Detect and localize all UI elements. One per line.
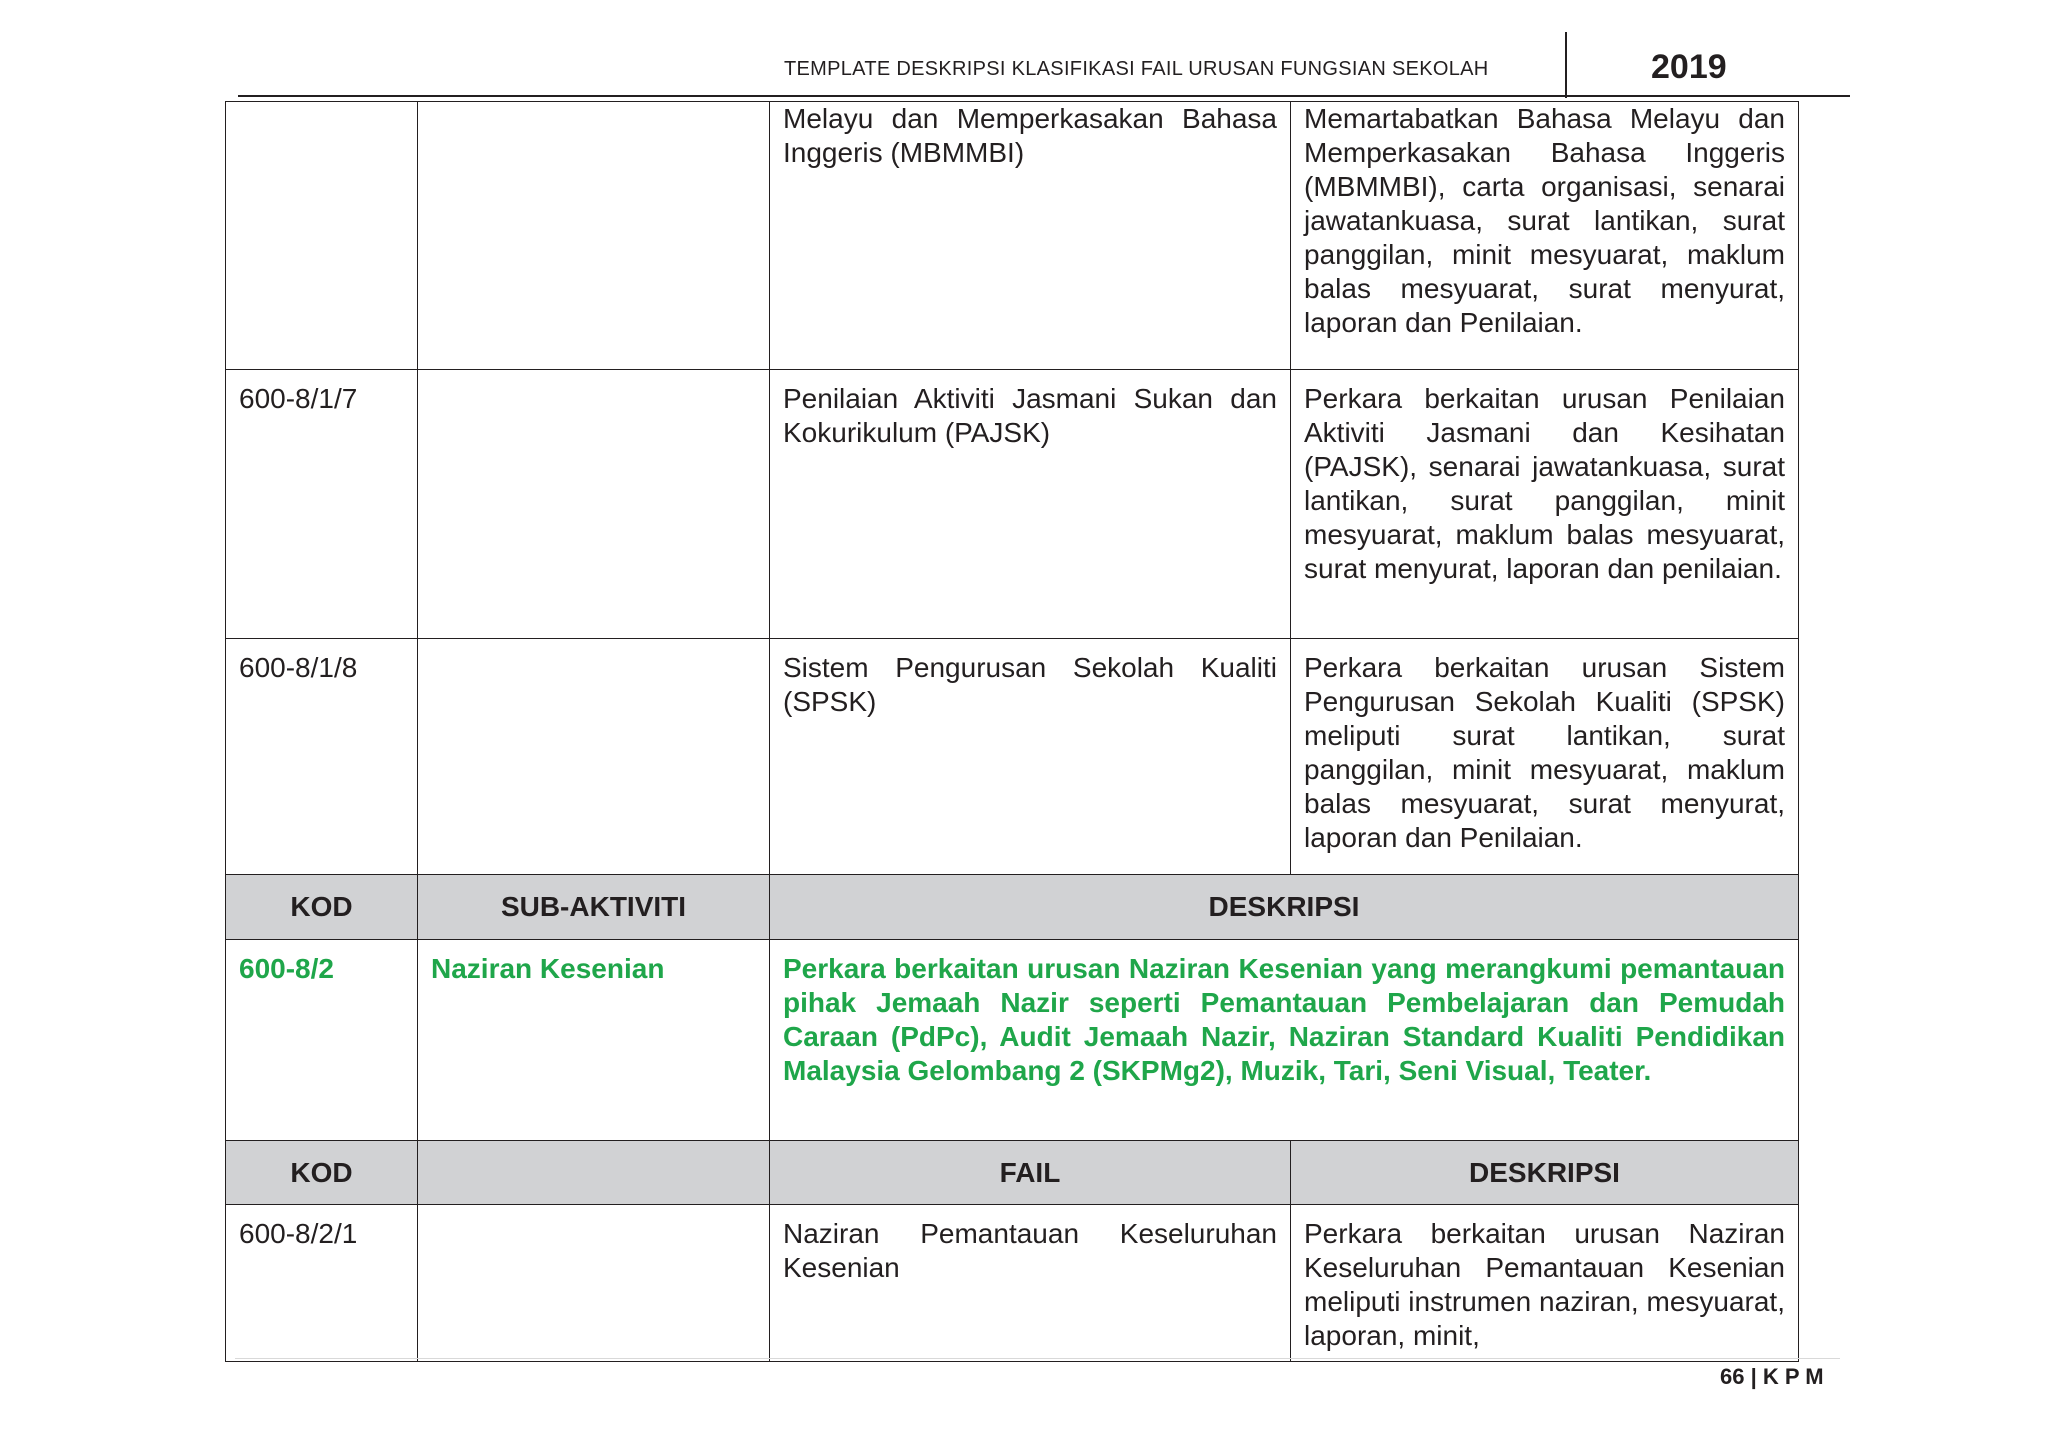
table-row [226, 102, 1799, 370]
footer-separator: | [1750, 1364, 1757, 1389]
header-blank [418, 1141, 770, 1205]
deskripsi-cell: Perkara berkaitan urusan Sistem Pengurusan Sekolah Kualiti (SPSK) meliputi surat lantikan, surat panggilan, minit mesyuarat, maklum balas mesyuarat, surat menyurat, laporan dan Penilaian. [1291, 639, 1799, 875]
activity-sub-aktiviti: Naziran Kesenian [418, 940, 770, 1141]
fail-cell: Naziran Pemantauan Keseluruhan Kesenian [770, 1205, 1291, 1362]
page-number: 66 [1720, 1364, 1745, 1389]
header-deskripsi: DESKRIPSI [1291, 1141, 1799, 1205]
fail-cell: Sistem Pengurusan Sekolah Kualiti (SPSK) [770, 639, 1291, 875]
kod-cell: 600-8/2/1 [226, 1205, 418, 1362]
kod-cell [226, 102, 418, 370]
running-header-title: TEMPLATE DESKRIPSI KLASIFIKASI FAIL URUSAN FUNGSIAN SEKOLAH [784, 58, 1489, 80]
header-kod: KOD [226, 1141, 418, 1205]
activity-row [226, 940, 1799, 1141]
header-rule [238, 95, 1850, 97]
sub-aktiviti-cell [418, 370, 770, 639]
header-divider-vertical [1565, 32, 1567, 98]
sub-aktiviti-cell [418, 1205, 770, 1362]
footer-rule [235, 1358, 1840, 1359]
deskripsi-cell: Perkara berkaitan urusan Penilaian Aktiviti Jasmani dan Kesihatan (PAJSK), senarai jawatankuasa, surat lantikan, surat panggilan, minit mesyuarat, maklum balas mesyuarat, surat menyurat, laporan dan penilaian. [1291, 370, 1799, 639]
table-row [226, 370, 1799, 639]
table-row [226, 1205, 1799, 1362]
fail-cell: Penilaian Aktiviti Jasmani Sukan dan Kokurikulum (PAJSK) [770, 370, 1291, 639]
header-fail: FAIL [770, 1141, 1291, 1205]
header-sub-aktiviti: SUB-AKTIVITI [418, 875, 770, 940]
column-header-row [226, 1141, 1799, 1205]
activity-kod: 600-8/2 [226, 940, 418, 1141]
footer-org: K P M [1762, 1364, 1824, 1389]
column-header-row [226, 875, 1799, 940]
sub-aktiviti-cell [418, 639, 770, 875]
running-header-year: 2019 [1651, 48, 1727, 86]
page-footer [1720, 1364, 1824, 1390]
kod-cell: 600-8/1/7 [226, 370, 418, 639]
fail-cell: Melayu dan Memperkasakan Bahasa Inggeris (MBMMBI) [770, 102, 1291, 370]
activity-deskripsi: Perkara berkaitan urusan Naziran Kesenian yang merangkumi pemantauan pihak Jemaah Nazir seperti Pemantauan Pembelajaran dan Pemudah Caraan (PdPc), Audit Jemaah Nazir, Naziran Standard Kualiti Pendidikan Malaysia Gelombang 2 (SKPMg2), Muzik, Tari, Seni Visual, Teater. [770, 940, 1799, 1141]
sub-aktiviti-cell [418, 102, 770, 370]
deskripsi-cell: Memartabatkan Bahasa Melayu dan Memperkasakan Bahasa Inggeris (MBMMBI), carta organisasi, senarai jawatankuasa, surat lantikan, surat panggilan, minit mesyuarat, maklum balas mesyuarat, surat menyurat, laporan dan Penilaian. [1291, 102, 1799, 370]
table-row [226, 639, 1799, 875]
header-kod: KOD [226, 875, 418, 940]
deskripsi-cell: Perkara berkaitan urusan Naziran Keseluruhan Pemantauan Kesenian meliputi instrumen naziran, mesyuarat, laporan, minit, [1291, 1205, 1799, 1362]
classification-table [225, 101, 1799, 1362]
header-deskripsi: DESKRIPSI [770, 875, 1799, 940]
kod-cell: 600-8/1/8 [226, 639, 418, 875]
